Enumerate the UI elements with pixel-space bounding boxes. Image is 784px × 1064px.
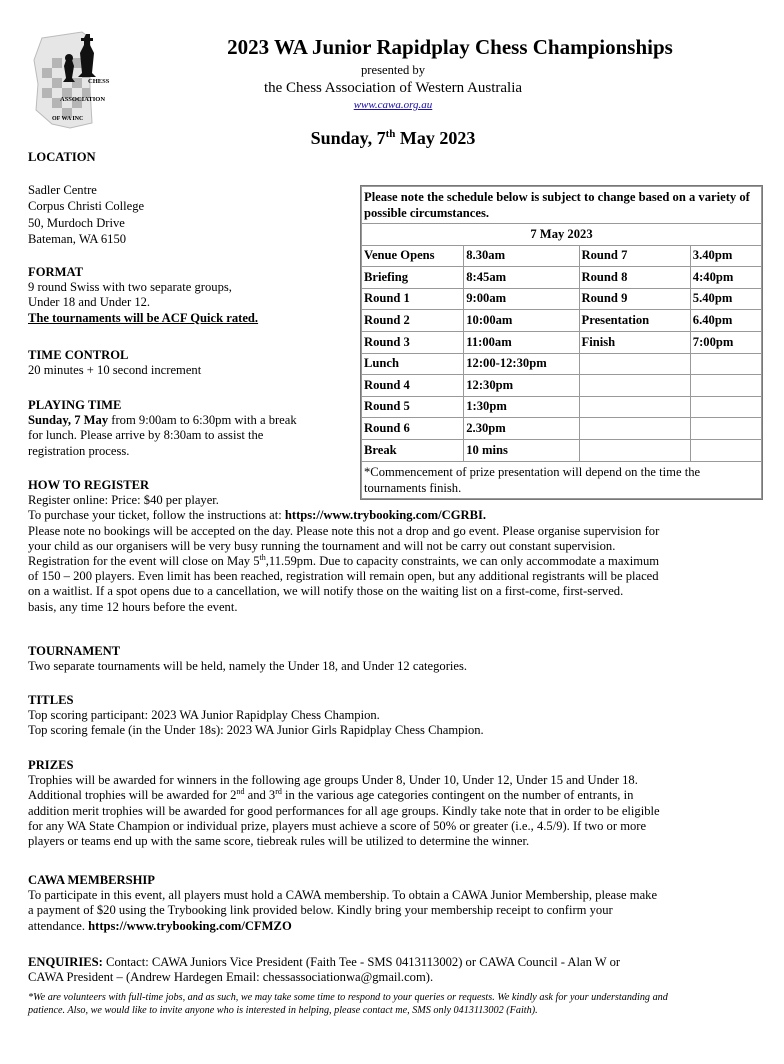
- register-line: Please note no bookings will be accepted on the day. Please note this not a drop and go event. Please organise supervision for: [28, 523, 660, 538]
- schedule-date: 7 May 2023: [362, 224, 762, 246]
- membership-attendance: attendance.: [28, 918, 89, 933]
- membership-heading: CAWA MEMBERSHIP: [28, 873, 155, 887]
- register-close-text: Registration for the event will close on May 5: [28, 554, 260, 569]
- logo-text-chess: CHESS: [88, 78, 110, 85]
- table-cell: [690, 396, 761, 418]
- event-date: [120, 127, 666, 149]
- presented-by: presented by: [361, 63, 425, 77]
- table-cell: Round 6: [362, 418, 464, 440]
- time-control-heading: TIME CONTROL: [28, 348, 129, 362]
- event-date-sup: th: [385, 128, 396, 140]
- tournament-heading: TOURNAMENT: [28, 644, 121, 658]
- prizes-line: [28, 788, 768, 803]
- organisation-name: the Chess Association of Western Australia: [263, 80, 523, 96]
- logo-text-association: ASSOCIATION: [60, 96, 106, 103]
- register-close-sup: th: [259, 552, 266, 562]
- table-cell: 2.30pm: [464, 418, 579, 440]
- table-cell: 10 mins: [464, 439, 579, 461]
- location-line: Sadler Centre: [28, 183, 97, 198]
- enquiries-contact: Contact: CAWA Juniors Vice President (Faith Tee - SMS 0413113002) or CAWA Council - Alan W or: [102, 955, 621, 969]
- table-row: [362, 353, 762, 375]
- register-heading: HOW TO REGISTER: [28, 478, 150, 492]
- page-title: 2023 WA Junior Rapidplay Chess Championships: [227, 35, 673, 59]
- table-cell: [690, 418, 761, 440]
- format-line: 9 round Swiss with two separate groups,: [28, 280, 232, 295]
- register-section: [28, 478, 768, 615]
- membership-line: To participate in this event, all players must hold a CAWA membership. To obtain a CAWA Junior Membership, please make: [28, 888, 658, 903]
- table-cell: [690, 439, 761, 461]
- table-cell: 12:30pm: [464, 375, 579, 397]
- table-cell: [579, 353, 690, 375]
- table-cell: 8.30am: [464, 245, 579, 267]
- table-row: [362, 310, 762, 332]
- titles-line: Top scoring participant: 2023 WA Junior Rapidplay Chess Champion.: [28, 708, 380, 723]
- schedule-footnote: *Commencement of prize presentation will depend on the time the tournaments finish.: [362, 461, 762, 498]
- format-heading: FORMAT: [28, 265, 84, 279]
- table-cell: Round 9: [579, 288, 690, 310]
- table-cell: [579, 439, 690, 461]
- table-row: [362, 396, 762, 418]
- table-cell: 12:00-12:30pm: [464, 353, 579, 375]
- table-row: [362, 375, 762, 397]
- table-cell: [579, 396, 690, 418]
- titles-heading: TITLES: [28, 693, 74, 707]
- register-line: basis, any time 12 hours before the event.: [28, 599, 238, 614]
- playing-time-section: [28, 398, 348, 459]
- register-line: on a waitlist. If a spot opens due to a cancellation, we will notify those on the waiting list on a first-come, first-served.: [28, 584, 624, 599]
- table-cell: [690, 375, 761, 397]
- table-cell: Round 8: [579, 267, 690, 289]
- schedule-note: Please note the schedule below is subject to change based on a variety of possible circumstances.: [362, 187, 762, 224]
- table-cell: [579, 418, 690, 440]
- tournament-section: [28, 644, 768, 674]
- register-line: your child as our organisers will be very busy running the tournament and will not be carry out constant supervision.: [28, 538, 616, 553]
- membership-line: a payment of $20 using the Trybooking link provided below. Kindly bring your membership receipt to confirm your: [28, 903, 613, 918]
- playing-time-line: registration process.: [28, 443, 130, 458]
- event-date-month: May 2023: [395, 128, 476, 148]
- location-section: [28, 150, 144, 247]
- location-heading: LOCATION: [28, 150, 96, 164]
- table-row: [362, 245, 762, 267]
- table-cell: [690, 353, 761, 375]
- table-row: [362, 439, 762, 461]
- location-line: 50, Murdoch Drive: [28, 215, 125, 230]
- table-cell: Round 7: [579, 245, 690, 267]
- table-cell: Break: [362, 439, 464, 461]
- location-line: Bateman, WA 6150: [28, 231, 127, 246]
- prizes-and: and 3: [244, 788, 276, 803]
- enquiries-section: [28, 955, 768, 985]
- trybooking-link[interactable]: https://www.trybooking.com/CGRBI.: [284, 508, 487, 523]
- event-date-day: Sunday, 7: [310, 128, 386, 148]
- prizes-line: Trophies will be awarded for winners in the following age groups Under 8, Under 10, Under 12, Under 15 and Under 18.: [28, 773, 638, 788]
- table-cell: Round 2: [362, 310, 464, 332]
- register-line: Register online: Price: $40 per player.: [28, 493, 219, 508]
- table-cell: 11:00am: [464, 331, 579, 353]
- table-cell: Presentation: [579, 310, 690, 332]
- time-control-section: [28, 348, 201, 378]
- prizes-sup: rd: [275, 787, 282, 797]
- footer-line: patience. Also, we would like to invite anyone who is interested in helping, please contact me, SMS only 0413113002 (Faith).: [28, 1005, 538, 1016]
- table-cell: Briefing: [362, 267, 464, 289]
- footer-note: [28, 991, 773, 1017]
- table-cell: 10:00am: [464, 310, 579, 332]
- register-line: of 150 – 200 players. Even limit has been reached, registration will remain open, but any additional registrants will be placed: [28, 569, 659, 584]
- footer-line: *We are volunteers with full-time jobs, and as such, we may take some time to respond to your queries or requests. We kindly ask for your understanding and: [28, 992, 668, 1003]
- cawa-logo: [30, 28, 120, 136]
- prizes-line: players or teams end up with the same score, tiebreak rules will be utilized to determine the winner.: [28, 834, 530, 849]
- prizes-additional: Additional trophies will be awarded for 2: [28, 788, 237, 803]
- playing-time-line: for lunch. Please arrive by 8:30am to assist the: [28, 428, 264, 443]
- table-row: [362, 418, 762, 440]
- prizes-line: for any WA State Champion or individual prize, players must achieve a score of 50% or greater (i.e., 4.5/9). If two or more: [28, 818, 647, 833]
- format-section: [28, 265, 258, 326]
- playing-time-date: Sunday, 7 May: [28, 413, 109, 428]
- location-line: Corpus Christi College: [28, 199, 145, 214]
- table-cell: 6.40pm: [690, 310, 761, 332]
- website-link-text[interactable]: www.cawa.org.au: [353, 99, 433, 111]
- prizes-sup: nd: [236, 787, 245, 797]
- website-link[interactable]: [120, 98, 666, 113]
- register-instructions: To purchase your ticket, follow the instructions at:: [28, 508, 285, 523]
- table-row: [362, 267, 762, 289]
- logo-text-of-wa: OF WA INC: [52, 116, 84, 122]
- table-cell: Lunch: [362, 353, 464, 375]
- enquiries-heading: ENQUIRIES:: [28, 955, 103, 969]
- schedule-table: [360, 185, 763, 500]
- register-line: [28, 508, 768, 523]
- table-cell: Round 4: [362, 375, 464, 397]
- membership-line: [28, 919, 768, 934]
- table-cell: Venue Opens: [362, 245, 464, 267]
- format-rating: The tournaments will be ACF Quick rated.: [28, 310, 259, 325]
- table-cell: Round 3: [362, 331, 464, 353]
- table-cell: 3.40pm: [690, 245, 761, 267]
- time-control-text: 20 minutes + 10 second increment: [28, 363, 202, 378]
- table-cell: 1:30pm: [464, 396, 579, 418]
- table-cell: 4:40pm: [690, 267, 761, 289]
- prizes-contingent: in the various age categories contingent on the number of entrants, in: [281, 788, 634, 803]
- table-cell: 8:45am: [464, 267, 579, 289]
- register-capacity-text: ,11.59pm. Due to capacity constraints, we can only accommodate a maximum: [265, 554, 660, 569]
- table-cell: Finish: [579, 331, 690, 353]
- prizes-line: addition merit trophies will be awarded for good performances for all age groups. Kindly take note that in order to be eligible: [28, 803, 660, 818]
- table-row: [362, 331, 762, 353]
- membership-link[interactable]: https://www.trybooking.com/CFMZO: [88, 918, 292, 933]
- playing-time-heading: PLAYING TIME: [28, 398, 122, 412]
- table-cell: 5.40pm: [690, 288, 761, 310]
- table-cell: Round 5: [362, 396, 464, 418]
- enquiries-line: CAWA President – (Andrew Hardegen Email: chessassociationwa@gmail.com).: [28, 970, 434, 985]
- playing-time-hours: from 9:00am to 6:30pm with a break: [108, 413, 297, 428]
- titles-section: [28, 693, 768, 739]
- membership-section: [28, 873, 768, 934]
- tournament-text: Two separate tournaments will be held, namely the Under 18, and Under 12 categories.: [28, 659, 468, 674]
- format-line: Under 18 and Under 12.: [28, 295, 151, 310]
- table-cell: 7:00pm: [690, 331, 761, 353]
- register-line: [28, 554, 768, 569]
- table-cell: 9:00am: [464, 288, 579, 310]
- prizes-section: [28, 758, 768, 849]
- titles-line: Top scoring female (in the Under 18s): 2023 WA Junior Girls Rapidplay Chess Champion.: [28, 723, 484, 738]
- table-row: [362, 288, 762, 310]
- table-cell: [579, 375, 690, 397]
- prizes-heading: PRIZES: [28, 758, 74, 772]
- table-cell: Round 1: [362, 288, 464, 310]
